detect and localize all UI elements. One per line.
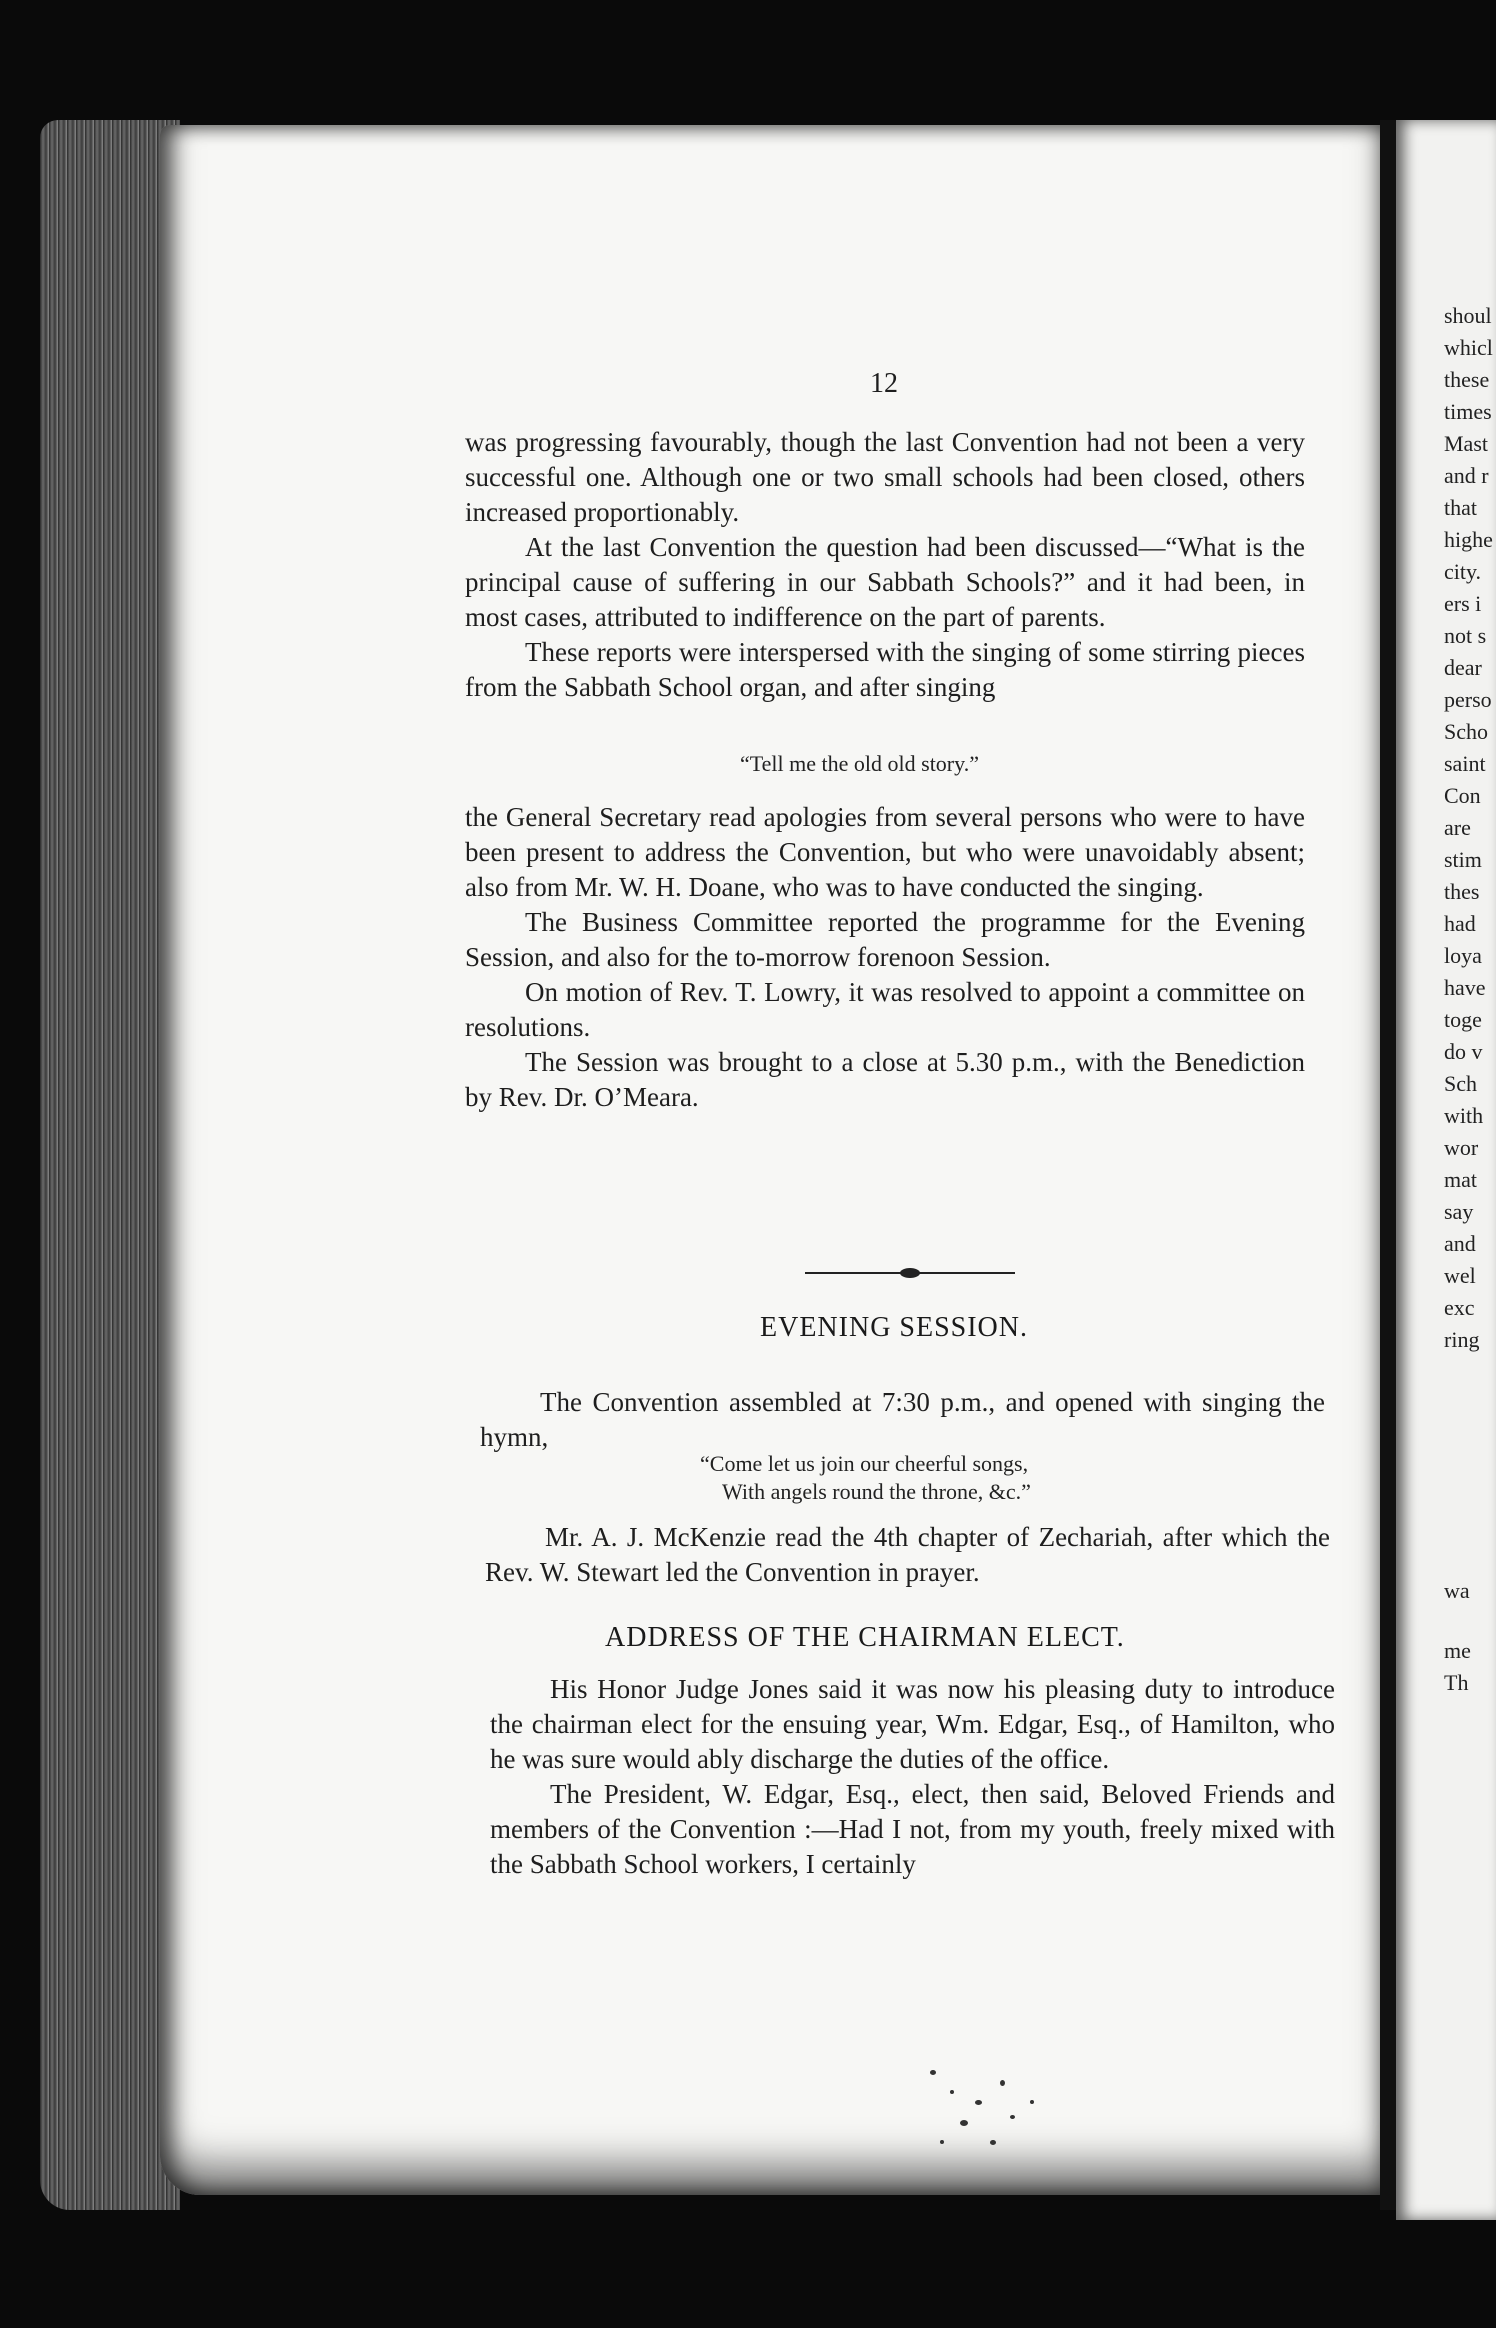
paragraph-3: These reports were interspersed with the singing of some stirring pieces from the Sabbath School organ, and after singing: [465, 637, 1305, 702]
section-divider: [805, 1272, 1015, 1274]
facing-page-line: are: [1444, 815, 1471, 840]
facing-page-line: ring: [1444, 1327, 1480, 1352]
facing-page-line: these: [1444, 367, 1490, 392]
facing-page-line: wa: [1444, 1578, 1470, 1603]
facing-page-line: exc: [1444, 1295, 1475, 1320]
paragraph-11: The President, W. Edgar, Esq., elect, then said, Beloved Friends and members of the Convention :—Had I not, from my youth, freely mixed with the Sabbath School workers, I certainly: [490, 1779, 1335, 1879]
facing-page-line: Sch: [1444, 1071, 1477, 1096]
hymn-line-2: With angels round the throne, &c.”: [722, 1479, 1031, 1504]
facing-page-fragment: [1396, 120, 1496, 2220]
quote-old-story: “Tell me the old old story.”: [740, 751, 979, 776]
facing-page-line: toge: [1444, 1007, 1482, 1032]
paragraph-6: On motion of Rev. T. Lowry, it was resolved to appoint a committee on resolutions.: [465, 977, 1305, 1042]
facing-page-line: city.: [1444, 559, 1482, 584]
facing-page-line: and r: [1444, 463, 1489, 488]
facing-page-line: with: [1444, 1103, 1484, 1128]
paragraph-5: The Business Committee reported the programme for the Evening Session, and also for the to-morrow forenoon Session.: [465, 907, 1305, 972]
facing-page-line: ers i: [1444, 591, 1482, 616]
hymn-line-1: “Come let us join our cheerful songs,: [700, 1451, 1029, 1476]
text-block-top: [465, 425, 1305, 705]
text-block-address: [490, 1672, 1335, 1882]
text-block-evening: [480, 1385, 1325, 1455]
heading-address-chairman: ADDRESS OF THE CHAIRMAN ELECT.: [605, 1622, 1125, 1653]
facing-page-line: shoul: [1444, 303, 1492, 328]
facing-page-line: mat: [1444, 1167, 1477, 1192]
facing-page-line: me: [1444, 1638, 1471, 1663]
facing-page-line: dear: [1444, 655, 1482, 680]
facing-page-line: wel: [1444, 1263, 1476, 1288]
facing-page-line: loya: [1444, 943, 1482, 968]
facing-page-line: have: [1444, 975, 1486, 1000]
facing-page-line: Th: [1444, 1670, 1469, 1695]
facing-page-line: and: [1444, 1231, 1476, 1256]
facing-page-line: not s: [1444, 623, 1487, 648]
facing-page-line: do v: [1444, 1039, 1483, 1064]
paragraph-2: At the last Convention the question had been discussed—“What is the principal cause of suffering in our Sabbath Schools?” and it had been, in most cases, attributed to indifference on the part of parents.: [465, 532, 1305, 632]
heading-evening-session: EVENING SESSION.: [760, 1312, 1028, 1343]
facing-page-line: wor: [1444, 1135, 1479, 1160]
facing-page-line: that: [1444, 495, 1477, 520]
facing-page-line: Con: [1444, 783, 1481, 808]
facing-page-line: whicl: [1444, 335, 1493, 360]
paragraph-1: was progressing favourably, though the last Convention had not been a very successful one. Although one or two small schools had been closed, others increased proportionably.: [465, 427, 1305, 527]
paragraph-8: The Convention assembled at 7:30 p.m., and opened with singing the hymn,: [480, 1387, 1325, 1452]
paragraph-4: the General Secretary read apologies from several persons who were to have been present to address the Convention, but who were unavoidably absent; also from Mr. W. H. Doane, who was to have conducted the singing.: [465, 802, 1305, 902]
paragraph-10: His Honor Judge Jones said it was now his pleasing duty to introduce the chairman elect for the ensuing year, Wm. Edgar, Esq., of Hamilton, who he was sure would ably discharge the duties of the office.: [490, 1674, 1335, 1774]
facing-page-line: perso: [1444, 687, 1492, 712]
paragraph-9: Mr. A. J. McKenzie read the 4th chapter of Zechariah, after which the Rev. W. Stewart led the Convention in prayer.: [485, 1522, 1330, 1587]
text-block-middle: [465, 800, 1305, 1115]
page-number: 12: [870, 368, 898, 399]
facing-page-line: Scho: [1444, 719, 1488, 744]
paragraph-7: The Session was brought to a close at 5.30 p.m., with the Benediction by Rev. Dr. O’Meara.: [465, 1047, 1305, 1112]
facing-page-line: say: [1444, 1199, 1474, 1224]
text-block-reading: [485, 1520, 1330, 1590]
book-page-edges: [40, 120, 180, 2210]
facing-page-line: thes: [1444, 879, 1480, 904]
facing-page-line: times: [1444, 399, 1492, 424]
facing-page-line: highe: [1444, 527, 1493, 552]
facing-page-line: stim: [1444, 847, 1482, 872]
facing-page-line: saint: [1444, 751, 1486, 776]
facing-page-line: Mast: [1444, 431, 1488, 456]
facing-page-line: had: [1444, 911, 1476, 936]
